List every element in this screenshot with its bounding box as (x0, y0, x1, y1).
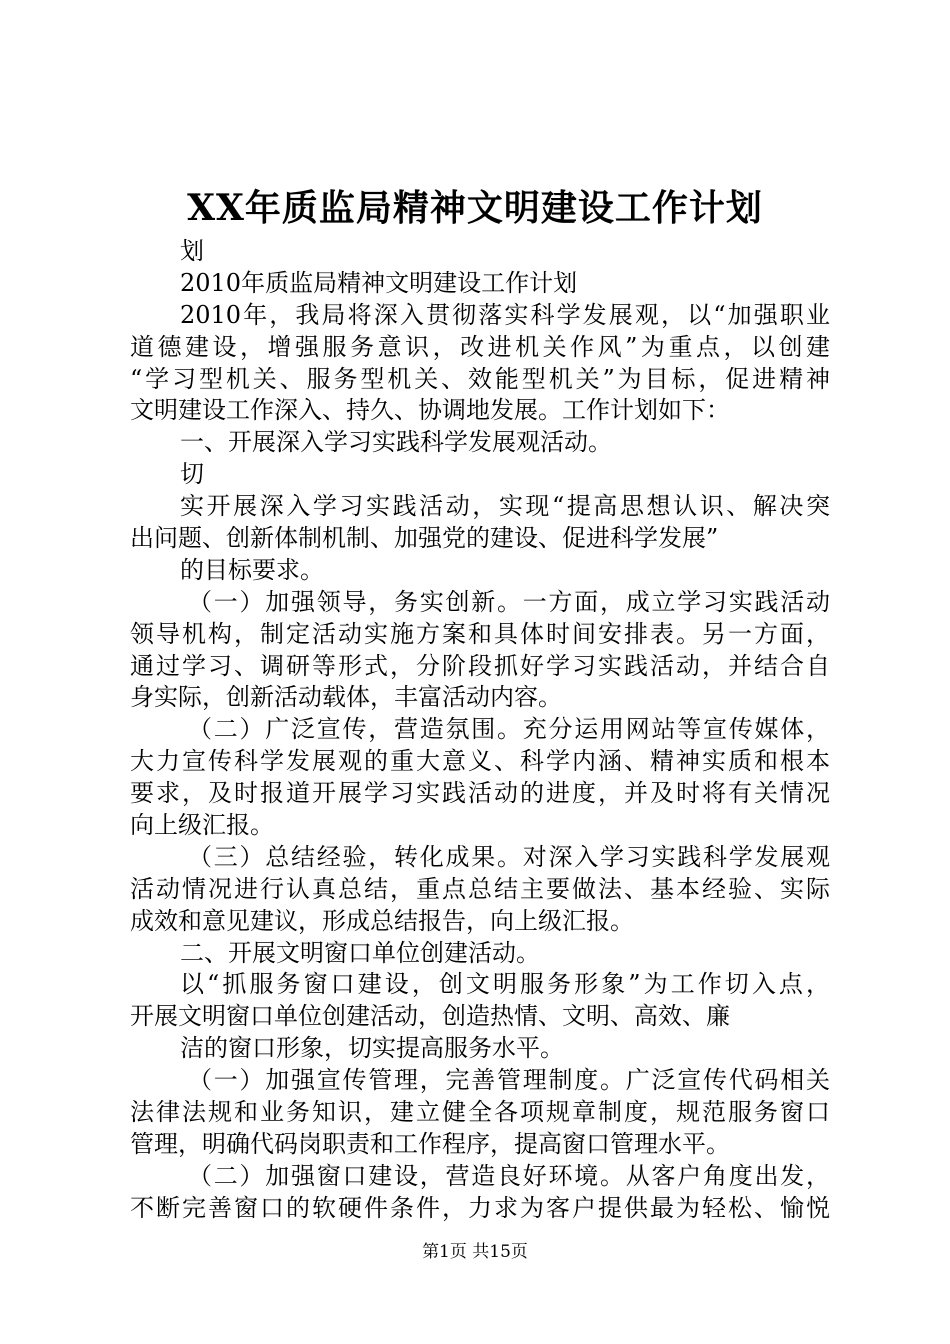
text-line: 切 (180, 460, 204, 489)
subsection-heading: （一）加强领导，务实创新。一方面，成立学习实践活动 (188, 587, 830, 616)
text-line: 要求，及时报道开展学习实践活动的进度，并及时将有关情况 (130, 779, 830, 808)
text-line: 不断完善窗口的软硬件条件，力求为客户提供最为轻松、愉悦 (130, 1193, 830, 1222)
text-line: 文明建设工作深入、持久、协调地发展。工作计划如下： (130, 396, 730, 425)
text-line: 2010年，我局将深入贯彻落实科学发展观，以“加强职业 (180, 300, 830, 329)
text-line: 通过学习、调研等形式，分阶段抓好学习实践活动，并结合自 (130, 651, 830, 680)
document-body (130, 236, 830, 1225)
text-line: 出问题、创新体制机制、加强党的建设、促进科学发展” (130, 524, 719, 553)
subsection-heading: （二）加强窗口建设，营造良好环境。从客户角度出发， (188, 1161, 830, 1190)
text-line: 身实际，创新活动载体，丰富活动内容。 (130, 683, 562, 712)
section-heading: 二、开展文明窗口单位创建活动。 (180, 938, 540, 967)
subsection-heading: （三）总结经验，转化成果。对深入学习实践科学发展观 (188, 842, 830, 871)
text-line: 以“抓服务窗口建设，创文明服务形象”为工作切入点， (180, 970, 830, 999)
text-line: 的目标要求。 (180, 555, 324, 584)
section-heading: 一、开展深入学习实践科学发展观活动。 (180, 428, 612, 457)
text-line: “学习型机关、服务型机关、效能型机关”为目标，促进精神 (130, 364, 830, 393)
text-line: 划 (180, 237, 204, 265)
text-line: 2010年质监局精神文明建设工作计划 (180, 268, 578, 297)
text-line: 洁的窗口形象，切实提高服务水平。 (180, 1034, 564, 1063)
document-title: XX年质监局精神文明建设工作计划 (187, 187, 763, 229)
text-line: 管理，明确代码岗职责和工作程序，提高窗口管理水平。 (130, 1129, 730, 1158)
text-line: 道德建设，增强服务意识，改进机关作风”为重点，以创建 (130, 332, 830, 361)
text-line: 活动情况进行认真总结，重点总结主要做法、基本经验、实际 (130, 874, 830, 903)
text-line: 实开展深入学习实践活动，实现“提高思想认识、解决突 (180, 492, 830, 521)
text-line: 法律法规和业务知识，建立健全各项规章制度，规范服务窗口 (130, 1098, 830, 1127)
subsection-heading: （二）广泛宣传，营造氛围。充分运用网站等宣传媒体， (188, 715, 830, 744)
text-line: 向上级汇报。 (130, 811, 274, 840)
text-line: 大力宣传科学发展观的重大意义、科学内涵、精神实质和根本 (130, 747, 830, 776)
text-line: 领导机构，制定活动实施方案和具体时间安排表。另一方面， (130, 619, 830, 648)
text-line: 成效和意见建议，形成总结报告，向上级汇报。 (130, 906, 634, 935)
page-footer: 第1页 共15页 (422, 1242, 528, 1262)
subsection-heading: （一）加强宣传管理，完善管理制度。广泛宣传代码相关 (188, 1066, 830, 1095)
text-line: 开展文明窗口单位创建活动，创造热情、文明、高效、廉 (130, 1002, 730, 1031)
